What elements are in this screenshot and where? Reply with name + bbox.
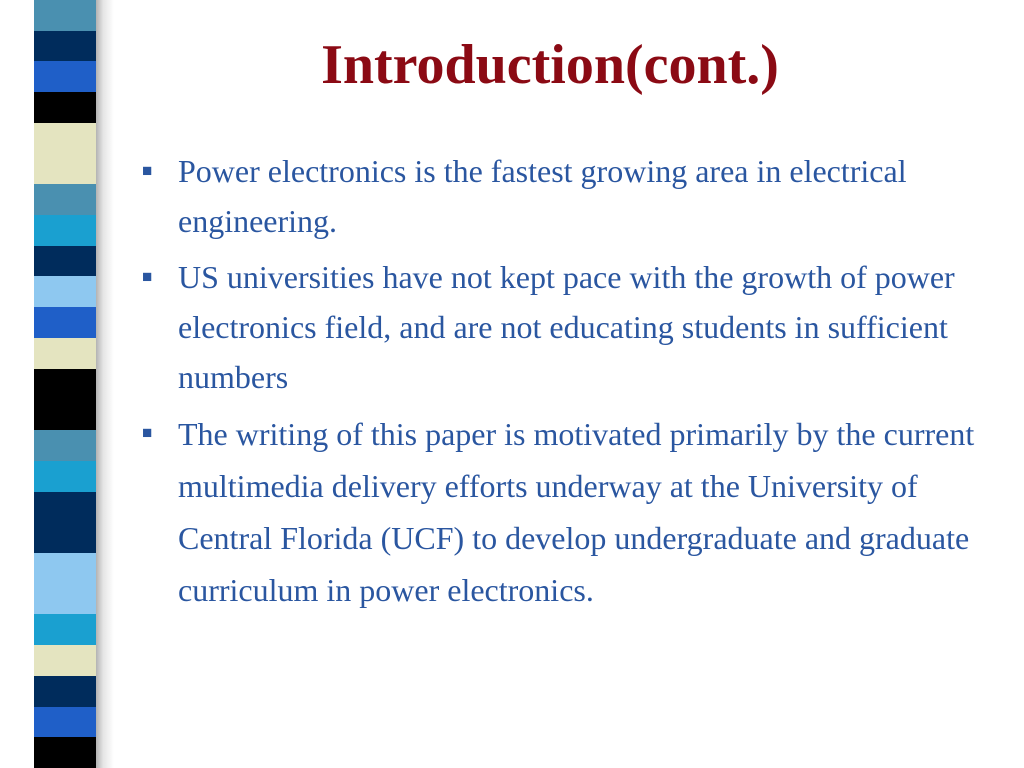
stripe-segment [34,184,96,215]
stripe-segment [34,0,96,31]
stripe-segment [34,614,96,645]
stripe-segment [34,92,96,123]
stripe-segment [34,707,96,738]
bullet-item [140,252,1010,402]
stripe-segment [34,553,96,584]
stripe-segment [34,522,96,553]
bullet-item [140,408,1010,616]
stripe-segment [34,307,96,338]
square-bullet-icon: ■ [142,161,153,180]
stripe-segment [34,123,96,154]
bullet-item [140,146,1010,246]
stripe-segment [34,154,96,185]
stripe-bar-shadow [96,0,114,768]
bullet-text: Power electronics is the fastest growing area in electrical engineering. [178,153,907,239]
stripe-segment [34,399,96,430]
stripe-segment [34,61,96,92]
stripe-segment [34,338,96,369]
square-bullet-icon: ■ [142,267,153,286]
stripe-segment [34,492,96,523]
square-bullet-icon: ■ [142,423,153,442]
stripe-segment [34,584,96,615]
stripe-segment [34,215,96,246]
stripe-segment [34,430,96,461]
stripe-segment [34,676,96,707]
stripe-segment [34,645,96,676]
decorative-stripe-bar [34,0,96,768]
slide-title: Introduction(cont.) [321,34,779,96]
stripe-segment [34,246,96,277]
stripe-segment [34,369,96,400]
bullet-text: US universities have not kept pace with the growth of power electronics field, and are not educating students in sufficient numbers [178,259,955,395]
stripe-segment [34,31,96,62]
bullet-list [140,146,1010,622]
stripe-segment [34,461,96,492]
stripe-segment [34,737,96,768]
stripe-segment [34,276,96,307]
bullet-text: The writing of this paper is motivated primarily by the current multimedia delivery efforts underway at the University of Central Florida (UCF) to develop undergraduate and graduate curriculum in power electronics. [178,416,975,608]
